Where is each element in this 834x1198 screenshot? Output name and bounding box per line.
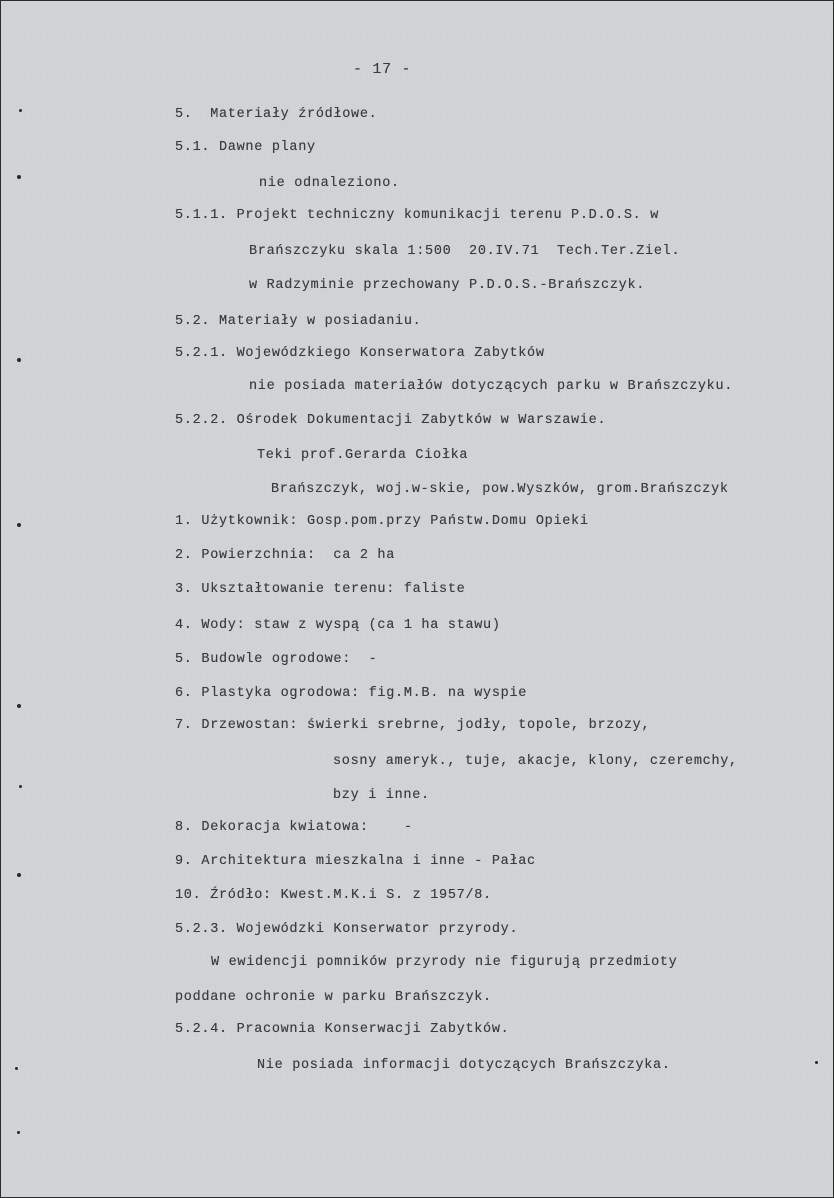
margin-mark <box>17 704 21 708</box>
text-line: 5.2.3. Wojewódzki Konserwator przyrody. <box>175 922 519 937</box>
margin-mark <box>17 358 21 362</box>
text-line: 5.2.2. Ośrodek Dokumentacji Zabytków w Warszawie. <box>175 413 607 428</box>
text-line: 5. Budowle ogrodowe: - <box>175 652 378 667</box>
text-line: 5.2.1. Wojewódzkiego Konserwatora Zabytków <box>175 346 545 361</box>
margin-mark <box>17 523 21 527</box>
text-line: Nie posiada informacji dotyczących Brańszczyka. <box>257 1058 671 1073</box>
margin-mark <box>815 1061 818 1064</box>
margin-mark <box>19 109 22 112</box>
text-line: nie odnaleziono. <box>259 176 400 191</box>
text-line: nie posiada materiałów dotyczących parku w Brańszczyku. <box>249 379 734 394</box>
text-line: sosny ameryk., tuje, akacje, klony, czeremchy, <box>333 754 738 769</box>
text-line: 7. Drzewostan: świerki srebrne, jodły, topole, brzozy, <box>175 718 651 733</box>
text-line: 5.2. Materiały w posiadaniu. <box>175 314 422 329</box>
margin-mark <box>17 1131 20 1134</box>
text-line: W ewidencji pomników przyrody nie figurują przedmioty <box>211 955 678 970</box>
text-line: 5.1.1. Projekt techniczny komunikacji terenu P.D.O.S. w <box>175 208 660 223</box>
text-line: Teki prof.Gerarda Ciołka <box>257 448 469 463</box>
text-line: 2. Powierzchnia: ca 2 ha <box>175 548 396 563</box>
margin-mark <box>19 785 22 788</box>
text-line: poddane ochronie w parku Brańszczyk. <box>175 990 492 1005</box>
text-line: 8. Dekoracja kwiatowa: - <box>175 820 413 835</box>
text-line: 5.2.4. Pracownia Konserwacji Zabytków. <box>175 1022 510 1037</box>
text-line: 1. Użytkownik: Gosp.pom.przy Państw.Domu Opieki <box>175 514 589 529</box>
text-line: 6. Plastyka ogrodowa: fig.M.B. na wyspie <box>175 686 528 701</box>
text-line: 10. Źródło: Kwest.M.K.i S. z 1957/8. <box>175 888 492 903</box>
text-line: w Radzyminie przechowany P.D.O.S.-Brańszczyk. <box>249 278 646 293</box>
text-line: 4. Wody: staw z wyspą (ca 1 ha stawu) <box>175 618 501 633</box>
text-line: 5. Materiały źródłowe. <box>175 107 378 122</box>
margin-mark <box>17 873 21 877</box>
text-line: bzy i inne. <box>333 788 430 803</box>
text-line: 9. Architektura mieszkalna i inne - Pałac <box>175 854 536 869</box>
text-line: 5.1. Dawne plany <box>175 140 316 155</box>
text-line: 3. Ukształtowanie terenu: faliste <box>175 582 466 597</box>
page-number: - 17 - <box>353 61 412 78</box>
margin-mark <box>15 1067 18 1070</box>
margin-mark <box>17 175 21 179</box>
text-line: Brańszczyk, woj.w-skie, pow.Wyszków, grom.Brańszczyk <box>271 482 729 497</box>
text-line: Brańszczyku skala 1:500 20.IV.71 Tech.Ter.Ziel. <box>249 244 681 259</box>
